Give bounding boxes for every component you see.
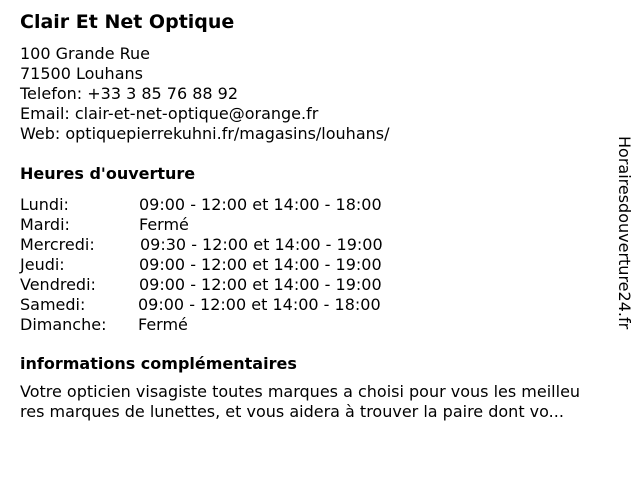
day-hours: 09:00 - 12:00 et 14:00 - 19:00	[139, 255, 382, 274]
day-hours: 09:00 - 12:00 et 14:00 - 18:00	[139, 195, 382, 214]
info-heading: informations complémentaires	[20, 354, 297, 373]
hours-row-jeudi	[20, 255, 520, 275]
address-city: 71500 Louhans	[20, 64, 143, 83]
contact-block	[20, 44, 390, 144]
opening-hours-table	[20, 195, 520, 335]
day-label: Jeudi:	[20, 255, 65, 274]
hours-row-lundi	[20, 195, 520, 215]
day-label: Vendredi:	[20, 275, 96, 294]
day-hours: 09:00 - 12:00 et 14:00 - 18:00	[138, 295, 381, 314]
day-label: Mardi:	[20, 215, 70, 234]
phone-number[interactable]: Telefon: +33 3 85 76 88 92	[20, 84, 239, 103]
address-street: 100 Grande Rue	[20, 44, 151, 63]
day-hours: 09:00 - 12:00 et 14:00 - 19:00	[139, 275, 382, 294]
description-line: res marques de lunettes, et vous aidera à trouver la paire dont vo...	[20, 402, 564, 421]
hours-row-samedi	[20, 295, 520, 315]
day-hours: Fermé	[139, 215, 189, 234]
hours-row-mercredi	[20, 235, 520, 255]
day-label: Mercredi:	[20, 235, 95, 254]
business-name: Clair Et Net Optique	[20, 11, 235, 33]
hours-row-dimanche	[20, 315, 520, 335]
hours-row-mardi	[20, 215, 520, 235]
email-address[interactable]: Email: clair-et-net-optique@orange.fr	[20, 104, 319, 123]
info-description	[20, 382, 630, 422]
day-label: Samedi:	[20, 295, 86, 314]
day-label: Lundi:	[20, 195, 69, 214]
hours-row-vendredi	[20, 275, 520, 295]
day-hours: Fermé	[138, 315, 188, 334]
hours-heading: Heures d'ouverture	[20, 164, 196, 183]
website-link[interactable]: Web: optiquepierrekuhni.fr/magasins/louhans/	[20, 124, 390, 143]
site-watermark[interactable]: Horairesdouverture24.fr	[615, 136, 634, 330]
day-label: Dimanche:	[20, 315, 107, 334]
day-hours: 09:30 - 12:00 et 14:00 - 19:00	[140, 235, 383, 254]
description-line: Votre opticien visagiste toutes marques a choisi pour vous les meilleu	[20, 382, 581, 401]
